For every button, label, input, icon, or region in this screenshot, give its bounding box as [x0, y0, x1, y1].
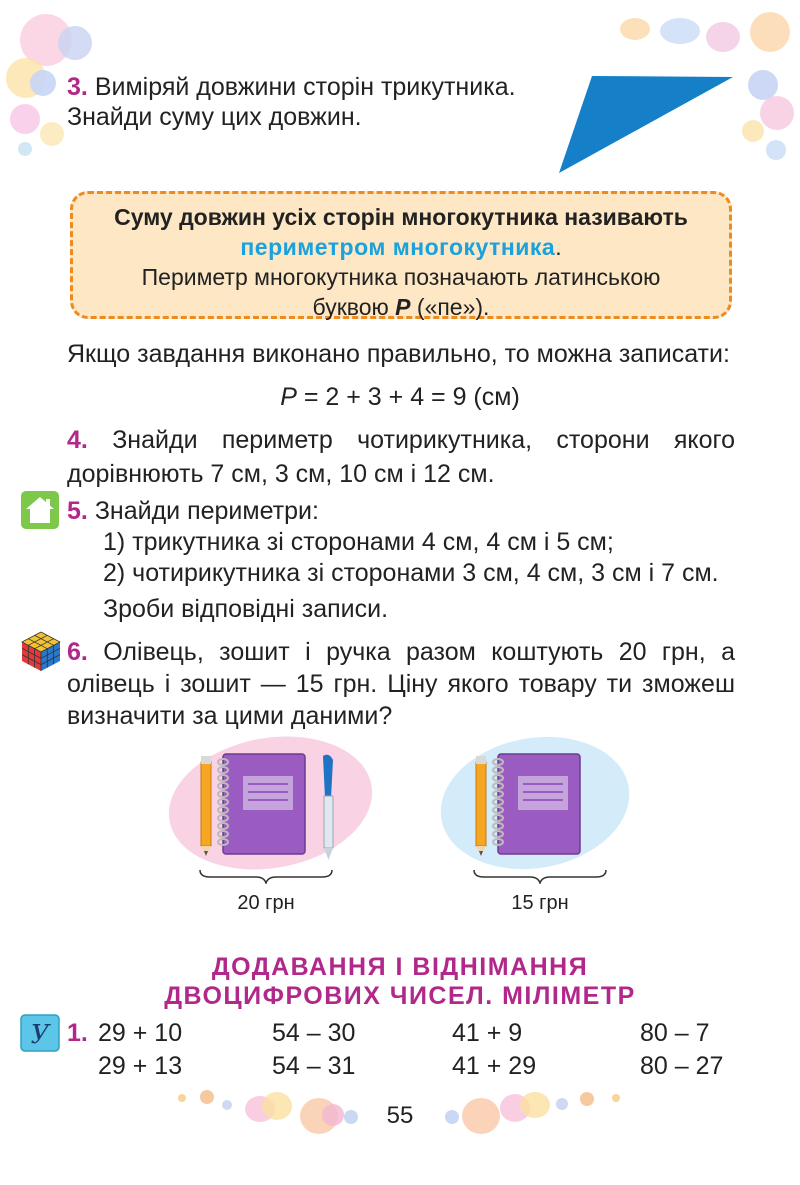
- price-left: 20 грн: [237, 892, 295, 914]
- price-right: 15 грн: [511, 892, 569, 914]
- task3-number: 3.: [67, 73, 88, 101]
- rule-line2: периметром многокутника.: [240, 234, 562, 260]
- task5-item1: 1) трикутника зі сторонами 4 см, 4 см і 5 см;: [103, 528, 614, 556]
- home-icon: [20, 490, 60, 530]
- expr-2-2: 54 – 31: [272, 1052, 356, 1080]
- task1-number: 1.: [67, 1019, 88, 1047]
- task6-text: 6. Олівець, зошит і ручка разом коштують 20 грн, а олівець і зошит — 15 грн. Ціну якого товару ти зможеш визначити за цими даними?: [67, 638, 735, 730]
- rule-term: периметром многокутника: [240, 234, 556, 260]
- blue-triangle: [555, 72, 740, 177]
- page-number: 55: [386, 1102, 414, 1129]
- expr-1-2: 54 – 30: [272, 1019, 356, 1047]
- task3-line2: Знайди суму цих довжин.: [67, 103, 362, 131]
- task4-text: 4. Знайди периметр чотирикутника, сторони якого дорівнюють 7 см, 3 см, 10 см і 12 см.: [67, 426, 735, 488]
- task3-line1: 3. Виміряй довжини сторін трикутника.: [67, 73, 516, 101]
- expr-1-4: 80 – 7: [640, 1019, 710, 1047]
- task5-number: 5.: [67, 497, 88, 525]
- rule-line1: Суму довжин усіх сторін многокутника називають: [114, 204, 688, 230]
- task5-title: 5. Знайди периметри:: [67, 497, 319, 525]
- task1-row1: [67, 1016, 767, 1050]
- rule-letter: P: [395, 294, 411, 320]
- expr-1-1: 29 + 10: [98, 1019, 183, 1047]
- expr-2-4: 80 – 27: [640, 1052, 724, 1080]
- handwriting-icon: [20, 1014, 60, 1052]
- task6-number: 6.: [67, 638, 88, 666]
- task1-row2: [67, 1049, 767, 1083]
- example-formula: P = 2 + 3 + 4 = 9 (см): [280, 383, 520, 411]
- expr-2-1: 29 + 13: [98, 1052, 183, 1080]
- task5-item2: 2) чотирикутника зі сторонами 3 см, 4 см, 3 см і 7 см.: [103, 559, 719, 587]
- brace-left: [198, 868, 334, 884]
- task5-note: Зроби відповідні записи.: [103, 595, 389, 623]
- definition-box: [70, 191, 732, 319]
- brace-right: [472, 868, 608, 884]
- task4-number: 4.: [67, 426, 88, 454]
- section-title-line1: ДОДАВАННЯ І ВІДНІМАННЯ: [211, 953, 589, 981]
- pencil-notebook: [470, 752, 590, 864]
- pencil-notebook-pen: [195, 752, 345, 864]
- section-title-line2: ДВОЦИФРОВИХ ЧИСЕЛ. МІЛІМЕТР: [164, 982, 636, 1010]
- rubiks-cube-icon: [20, 630, 62, 672]
- svg-text:У: У: [30, 1020, 50, 1050]
- rule-line3: Периметр многокутника позначають латинською: [141, 264, 661, 290]
- example-intro: Якщо завдання виконано правильно, то можна записати:: [67, 340, 730, 368]
- expr-1-3: 41 + 9: [452, 1019, 523, 1047]
- rule-line4: буквою P («пе»).: [312, 294, 490, 320]
- expr-2-3: 41 + 29: [452, 1052, 537, 1080]
